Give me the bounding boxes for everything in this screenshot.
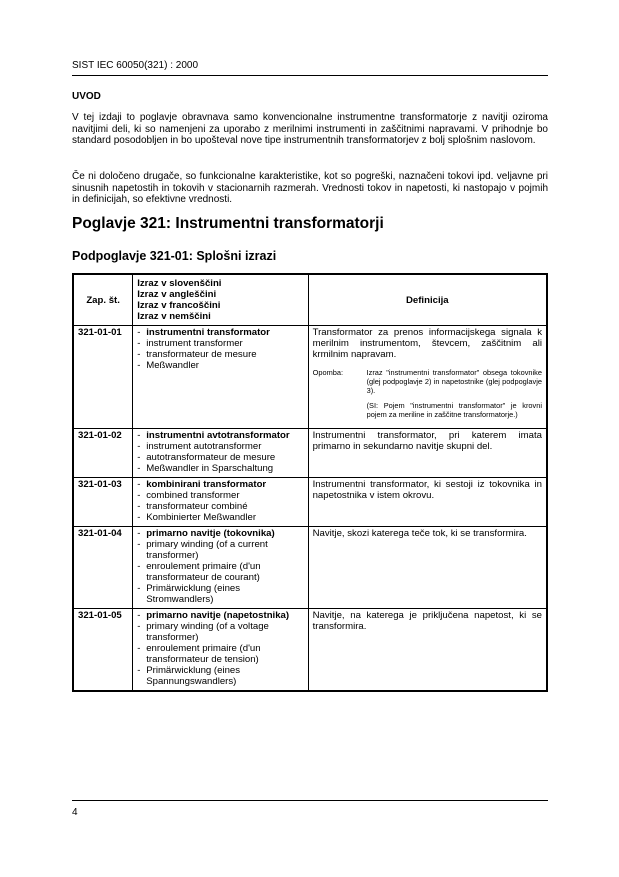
term-de: - Meßwandler in Sparschaltung [137,463,274,474]
term-en: - primary winding (of a current transformer) [137,539,268,561]
term-number: 321-01-02 [73,429,133,478]
header-term-de: Izraz v nemščini [137,311,211,322]
term-fr: - autotransformateur de mesure [137,452,276,463]
definition-text: Navitje, na katerega je priključena napetost, ki se transformira. [312,610,542,632]
page-number: 4 [72,807,78,818]
term-sl: - instrumentni transformator [137,327,270,338]
definition-text: Transformator za prenos informacijskega signala k merilnim instrumentom, števcem, zaščitnim ali krmilnim napravam. [312,327,542,360]
term-list [133,326,308,429]
term-sl: - instrumentni avtotransformator [137,430,290,441]
footer-rule [72,800,548,801]
definition-cell [308,429,547,478]
term-de: - Primärwicklung (eines Spannungswandlers) [137,665,241,687]
term-fr: - enroulement primaire (d'un transformateur de tension) [137,643,261,665]
chapter-title: Poglavje 321: Instrumentni transformatorji [72,215,384,232]
term-list [133,609,308,692]
header-number: Zap. št. [73,274,133,326]
header-definition: Definicija [308,274,547,326]
table-row [73,527,547,609]
table-row [73,326,547,429]
table-header-row [73,274,547,326]
intro-paragraph-1: V tej izdaji to poglavje obravnava samo konvencionalne instrumentne transformatorje z navitji oziroma navitjimi deli, ki so namenjeni za uporabo z merilnimi instrumenti in zaščitnimi napravami. V prihodnje bo standard posodobljen in bo upošteval nove tipe instrumentnih transformatorjev z bolj splošnim naslovom. [72,112,548,147]
definition-text: Instrumentni transformator, pri katerem imata primarno in sekundarno navitje skupni del. [312,430,542,452]
term-en: - instrument autotransformer [137,441,262,452]
term-number: 321-01-01 [73,326,133,429]
term-fr: - transformateur combiné [137,501,248,512]
note-line-2: (SI: Pojem "instrumentni transformator" je krovni pojem za meriline in zaščitne transformatorje.) [366,401,542,419]
section-title: Podpoglavje 321-01: Splošni izrazi [72,249,277,263]
table-row [73,478,547,527]
header-term-fr: Izraz v francoščini [137,300,221,311]
header-rule [72,75,548,76]
term-en: - instrument transformer [137,338,243,349]
intro-heading: UVOD [72,91,101,102]
term-fr: - enroulement primaire (d'un transformateur de courant) [137,561,261,583]
definition-text: Navitje, skozi katerega teče tok, ki se transformira. [312,528,527,539]
term-de: - Meßwandler [137,360,200,371]
definition-cell [308,609,547,692]
note-label: Opomba: [312,368,343,377]
terms-table [72,273,548,692]
header-terms [133,274,308,326]
term-sl: - primarno navitje (tokovnika) [137,528,275,539]
note-line-1: Izraz "instrumentni transformator" obsega tokovnike (glej podpoglavje 2) in napetostnike (glej podpoglavje 3). [366,368,542,395]
definition-cell [308,527,547,609]
definition-text: Instrumentni transformator, ki sestoji iz tokovnika in napetostnika v istem okrovu. [312,479,542,501]
definition-cell [308,326,547,429]
term-fr: - transformateur de mesure [137,349,257,360]
table-row [73,429,547,478]
definition-cell [308,478,547,527]
term-number: 321-01-05 [73,609,133,692]
term-sl: - primarno navitje (napetostnika) [137,610,290,621]
intro-paragraph-2: Če ni določeno drugače, so funkcionalne karakteristike, kot so pogreški, naznačeni tokovi ipd. veljavne pri sinusnih napetostih in tokovih v stacionarnih razmerah. Vrednosti tokov in napetosti, ki nastopajo v pojmih in definicijah, so efektivne vrednosti. [72,171,548,206]
term-list [133,429,308,478]
term-number: 321-01-04 [73,527,133,609]
term-de: - Kombinierter Meßwandler [137,512,257,523]
definition-note [313,368,542,425]
header-term-en: Izraz v angleščini [137,289,217,300]
header-term-sl: Izraz v slovenščini [137,278,222,289]
term-sl: - kombinirani transformator [137,479,267,490]
term-list [133,478,308,527]
term-en: - combined transformer [137,490,240,501]
table-row [73,609,547,692]
term-list [133,527,308,609]
term-en: - primary winding (of a voltage transformer) [137,621,269,643]
term-number: 321-01-03 [73,478,133,527]
document-id-header: SIST IEC 60050(321) : 2000 [72,60,199,71]
term-de: - Primärwicklung (eines Stromwandlers) [137,583,241,605]
